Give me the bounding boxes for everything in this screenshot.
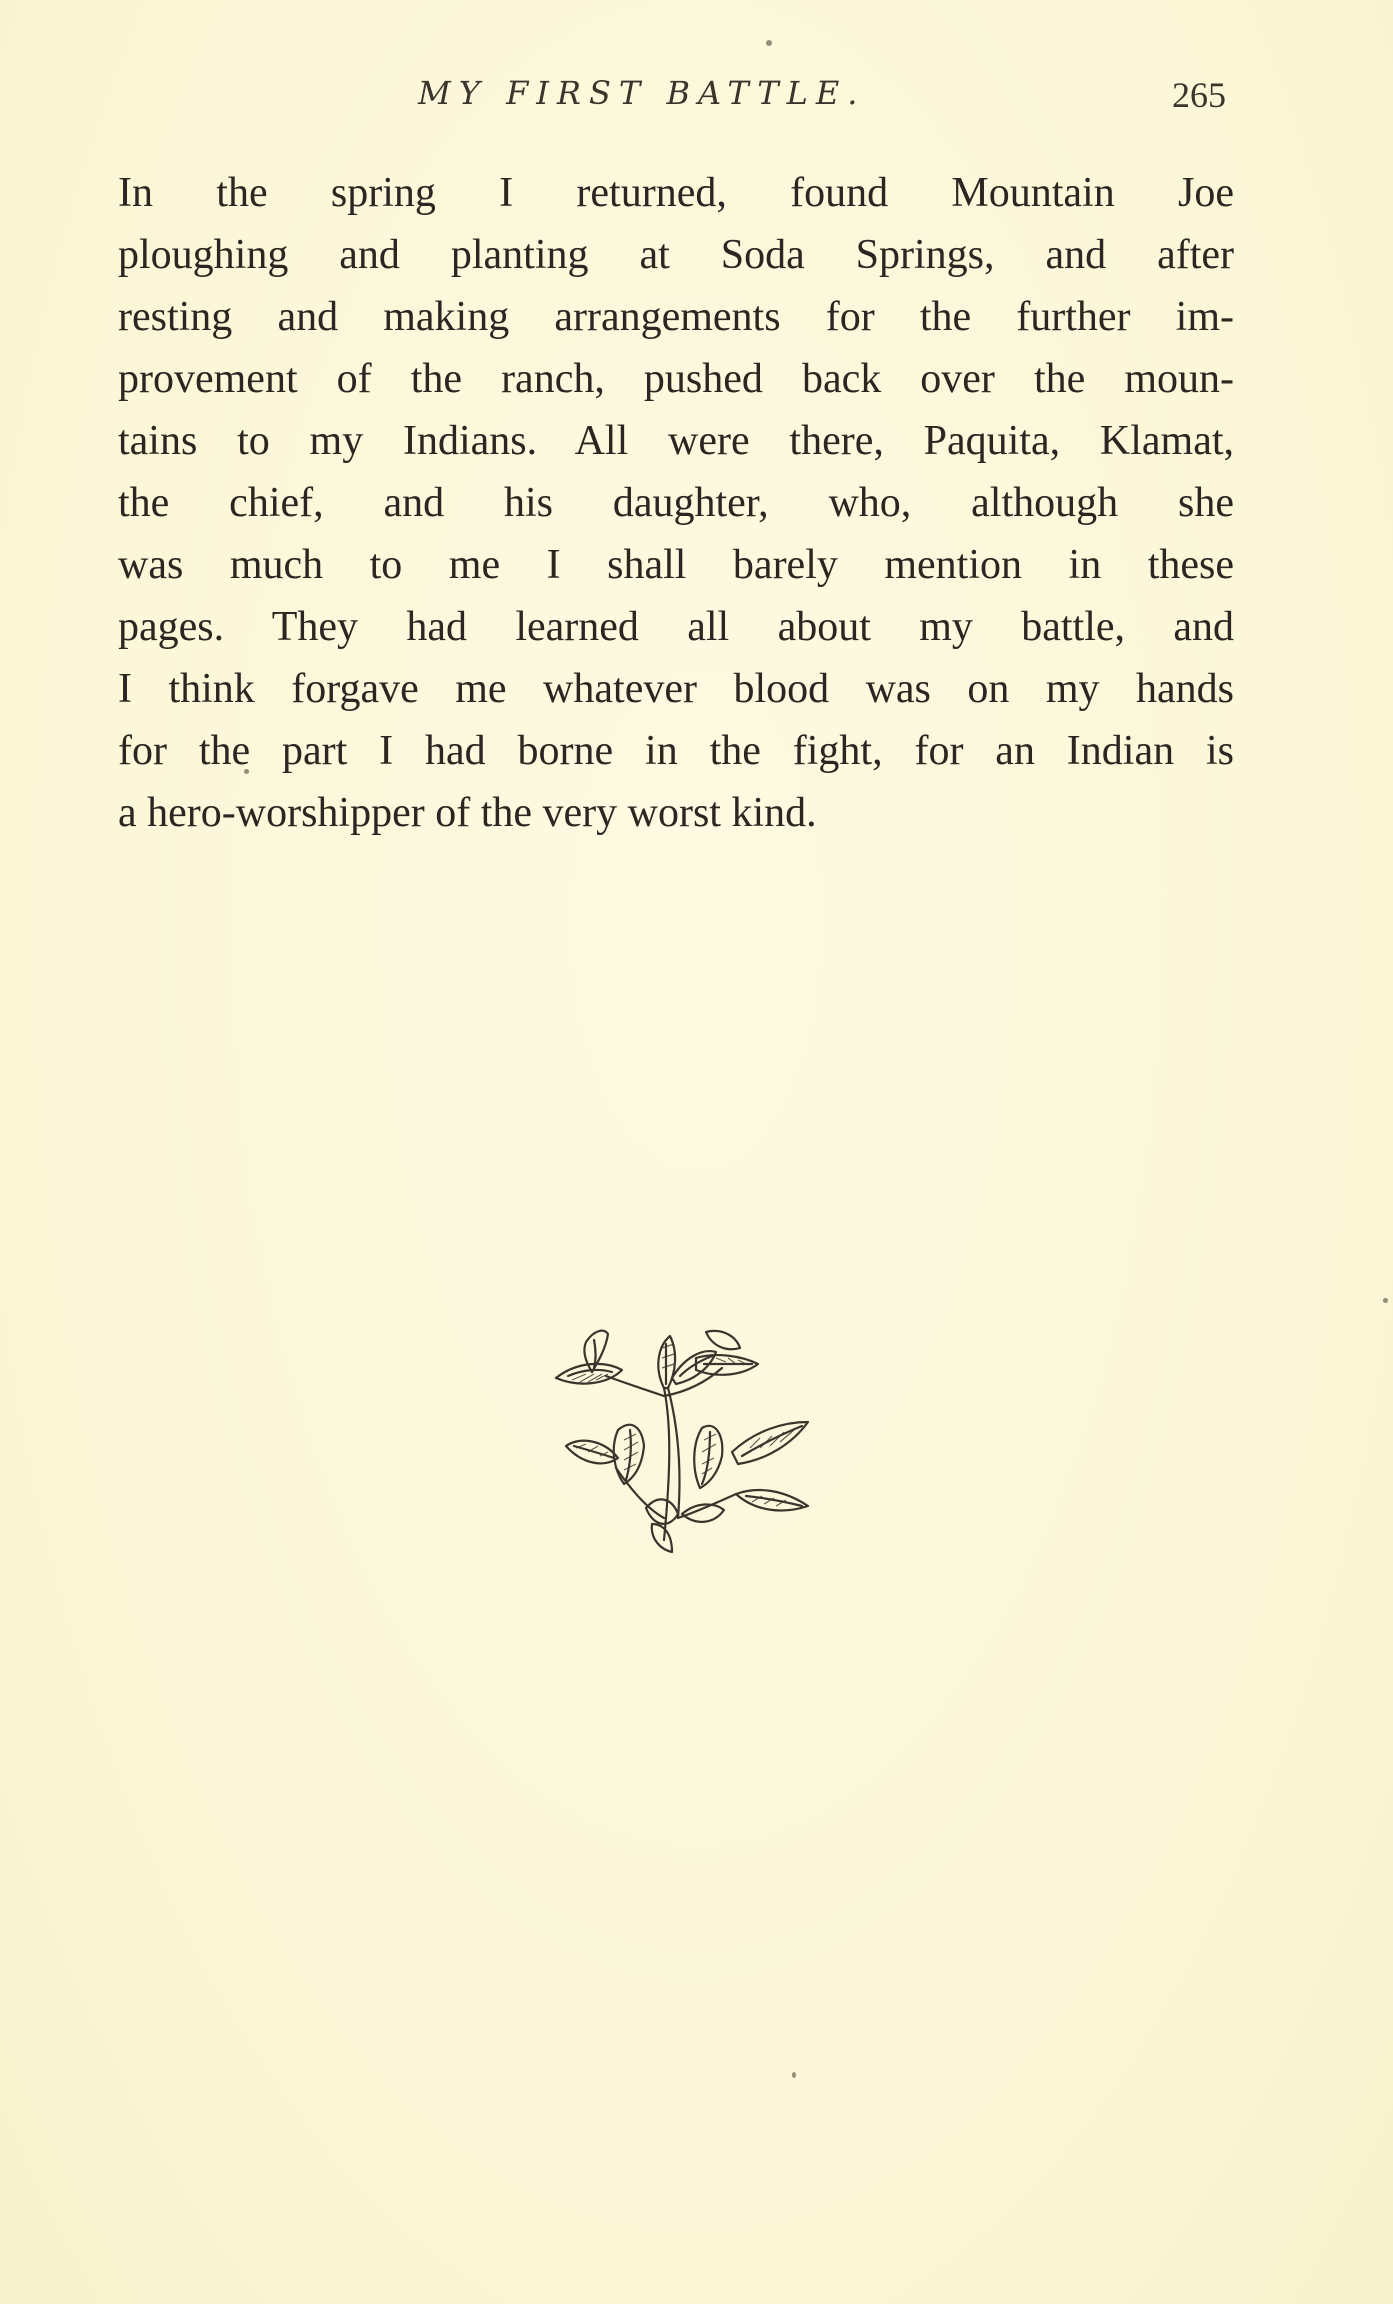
page-number: 265 [1172, 75, 1226, 115]
print-speck [1383, 1298, 1388, 1303]
text-line: pages. They had learned all about my battle, and [118, 604, 1234, 650]
floral-vignette-icon [546, 1318, 822, 1564]
text-line: a hero-worshipper of the very worst kind. [118, 790, 817, 836]
running-head [0, 70, 1393, 120]
body-text [118, 162, 1234, 844]
text-line: tains to my Indians. All were there, Paquita, Klamat, [118, 418, 1234, 464]
text-line: the chief, and his daughter, who, although she [118, 480, 1234, 526]
text-line: for the part I had borne in the fight, for an Indian is [118, 728, 1234, 774]
text-line: ploughing and planting at Soda Springs, and after [118, 232, 1234, 278]
running-title: MY FIRST BATTLE. [418, 74, 866, 112]
print-speck [792, 2072, 796, 2078]
text-line: resting and making arrangements for the further im- [118, 294, 1234, 340]
text-line: In the spring I returned, found Mountain Joe [118, 170, 1234, 216]
text-line: was much to me I shall barely mention in these [118, 542, 1234, 588]
text-line: provement of the ranch, pushed back over the moun- [118, 356, 1234, 402]
text-line: I think forgave me whatever blood was on my hands [118, 666, 1234, 712]
print-speck [766, 40, 772, 46]
